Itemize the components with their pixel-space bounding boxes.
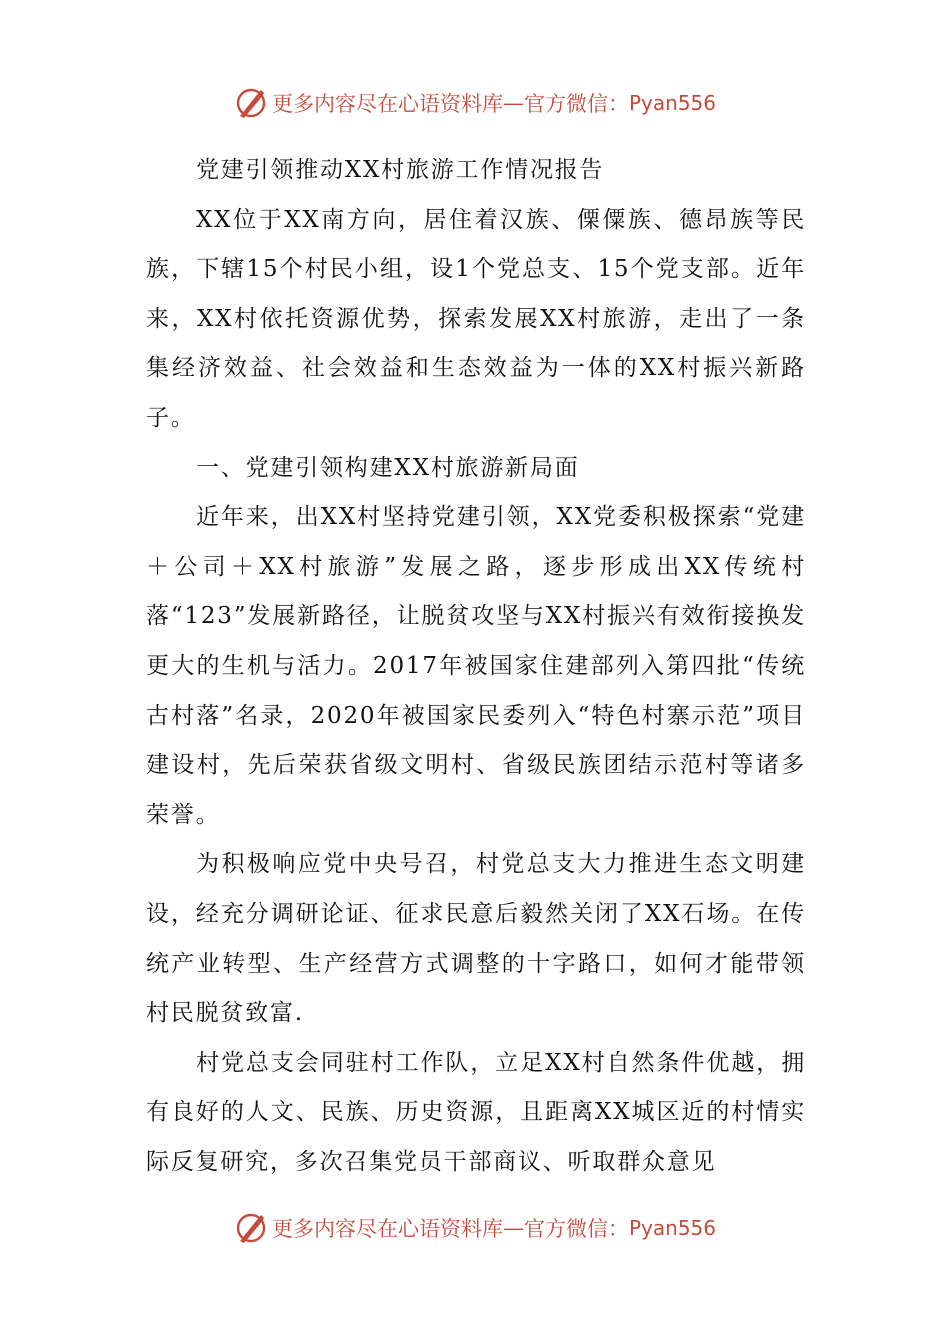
watermark-separator: —: [502, 91, 524, 115]
watermark-account: Pyan556: [628, 91, 716, 115]
watermark-banner-bottom: [0, 1208, 950, 1248]
paragraph: 为积极响应党中央号召，村党总支大力推进生态文明建设，经充分调研论证、征求民意后毅然关闭了XX石场。在传统产业转型、生产经营方式调整的十字路口，如何才能带领村民脱贫致富.: [146, 851, 806, 1027]
watermark-label: 官方微信：: [523, 1217, 629, 1241]
watermark-text: 更多内容尽在心语资料库: [271, 1217, 503, 1241]
watermark-text: 更多内容尽在心语资料库: [271, 92, 503, 116]
document-body: [146, 146, 806, 1187]
paragraph: 村党总支会同驻村工作队，立足XX村自然条件优越，拥有良好的人文、民族、历史资源，且距离XX城区近的村情实际反复研究，多次召集党员干部商议、听取群众意见: [146, 1049, 806, 1175]
pen-logo-icon: [234, 86, 268, 120]
pen-logo-icon: [234, 1211, 268, 1245]
watermark-separator: —: [502, 1216, 524, 1240]
document-title: 党建引领推动XX村旅游工作情况报告: [196, 157, 605, 183]
watermark-banner-top: [0, 83, 950, 123]
paragraph: 近年来，出XX村坚持党建引领，XX党委积极探索“党建＋公司＋XX村旅游”发展之路，逐步形成出XX传统村落“123”发展新路径，让脱贫攻坚与XX村振兴有效衔接换发更大的生机与活力。2017年被国家住建部列入第四批“传统古村落”名录，2020年被国家民委列入“特色村寨示范”项目建设村，先后荣获省级文明村、省级民族团结示范村等诸多荣誉。: [146, 504, 806, 828]
paragraph: XX位于XX南方向，居住着汉族、傈僳族、德昂族等民族，下辖15个村民小组，设1个党总支、15个党支部。近年来，XX村依托资源优势，探索发展XX村旅游，走出了一条集经济效益、社会效益和生态效益为一体的XX村振兴新路子。: [146, 206, 806, 431]
section-heading: 一、党建引领构建XX村旅游新局面: [196, 454, 580, 481]
watermark-label: 官方微信：: [523, 92, 629, 116]
watermark-account: Pyan556: [628, 1216, 716, 1240]
